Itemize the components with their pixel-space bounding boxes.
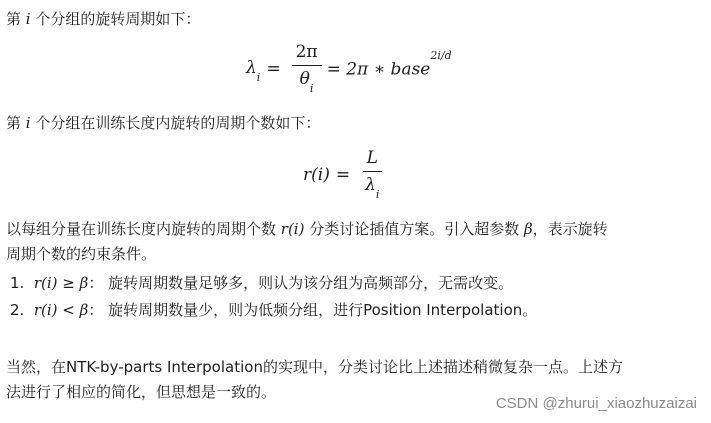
paragraph-conclusion-line1: 当然，在NTK-by-parts Interpolation的实现中，分类讨论比上述描述稍微复杂一点。上述方 [6,358,623,376]
eq-fraction [361,148,383,201]
equation-rotation-period: $\lambda_i$ = $\frac{2\pi}{\theta_i}$ = 2π ∗ base$^{2i/d}$ [246,42,452,96]
paragraph-conclusion-line2: 法进行了相应的简化，但思想是一致的。 [6,383,277,401]
math-var-i: i [25,10,31,28]
list-item-low-frequency: 2. r(i) < β： 旋转周期数量少，则为低频分组，进行Position Interpolation。 [10,301,538,319]
list-item-high-frequency: 1. r(i) ≥ β： 旋转周期数量足够多，则认为该分组为高频部分，无需改变。 [10,274,514,292]
csdn-watermark: CSDN @zhurui_xiaozhuzaizai [495,395,697,412]
text-fragment: 第 [6,114,26,132]
eq-fraction [292,42,322,95]
math-r-of-i: r(i) [280,220,305,238]
paragraph-scheme-line1: 以每组分量在训练长度内旋转的周期个数 r(i) 分类讨论插值方案。引入超参数 β，表示旋转 [6,220,608,238]
math-beta: β [524,220,533,238]
list-number: 1. [10,274,25,292]
paragraph-intro-count [6,112,320,134]
math-var-i: i [25,114,31,132]
equation-period-count: r(i) = $\frac{L}{\lambda_i}$ [303,148,388,201]
fraction-numerator: L [363,148,382,172]
paragraph-intro-period [6,8,200,30]
fraction-numerator: 2π [292,42,322,66]
eq-rhs: = 2π ∗ base$^{2i/d}$ [326,48,452,80]
eq-lambda: $\lambda_i$ [246,57,261,84]
fraction-denominator: $\lambda_i$ [365,175,380,202]
eq-r-of-i: r(i) [303,164,330,185]
paragraph-scheme-line2: 周期个数的约束条件。 [6,245,157,263]
list-number: 2. [10,301,25,319]
text-fragment: 个分组的旋转周期如下： [30,10,201,28]
text-fragment: 个分组在训练长度内旋转的周期个数如下： [30,114,321,132]
text-fragment: 第 [6,10,26,28]
fraction-denominator: $\theta_i$ [299,69,314,96]
